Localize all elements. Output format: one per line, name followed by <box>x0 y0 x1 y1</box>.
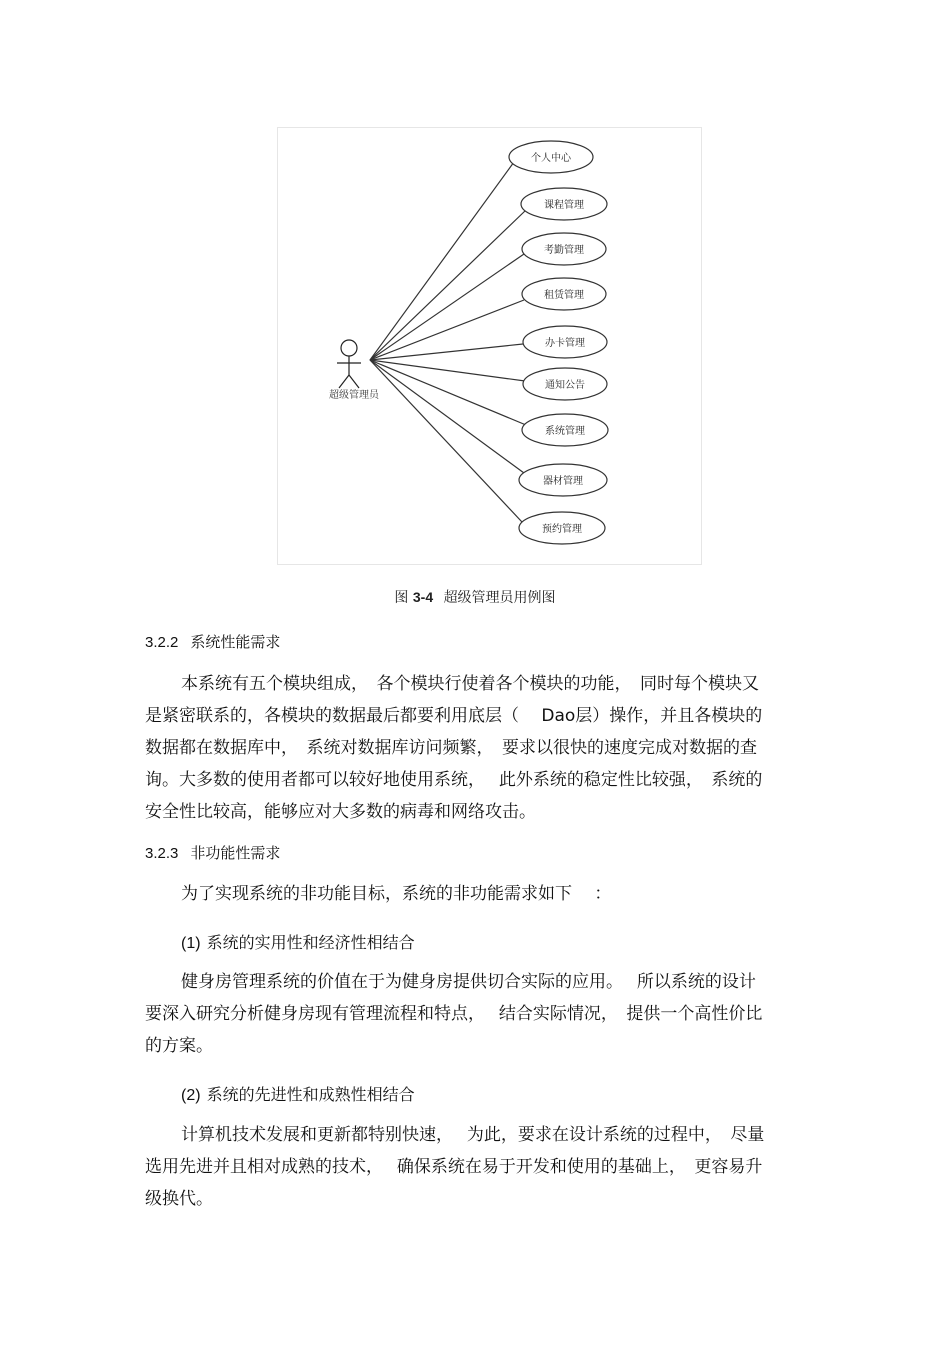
use-case-oval <box>523 368 607 400</box>
use-case-oval <box>519 512 605 544</box>
section-heading-323 <box>145 842 280 863</box>
use-case-oval <box>522 233 606 265</box>
use-case-label: 器材管理 <box>543 476 583 487</box>
association-lines <box>370 162 526 522</box>
section-number: 3.2.3 <box>145 845 179 862</box>
association-line <box>370 254 524 360</box>
paragraph-line: 本系统有五个模块组成， 各个模块行使着各个模块的功能， 同时每个模块又 <box>181 674 759 694</box>
item-label: (2) <box>181 1087 201 1104</box>
section-number: 3.2.2 <box>145 634 179 651</box>
use-case-label: 办卡管理 <box>545 338 585 349</box>
paragraph-line: 是紧密联系的，各模块的数据最后都要利用底层（ Dao层）操作，并且各模块的 <box>145 706 763 726</box>
use-case-svg <box>278 128 703 566</box>
paragraph-line: 健身房管理系统的价值在于为健身房提供切合实际的应用。 所以系统的设计 <box>181 972 756 992</box>
actor-label: 超级管理员 <box>329 390 379 401</box>
paragraph-line: 要深入研究分析健身房现有管理流程和特点， 结合实际情况， 提供一个高性价比 <box>145 1004 763 1024</box>
paragraph-line: 数据都在数据库中， 系统对数据库访问频繁， 要求以很快的速度完成对数据的查 <box>145 738 757 758</box>
use-case-label: 通知公告 <box>545 380 585 391</box>
association-line <box>370 360 524 473</box>
association-line <box>370 344 523 360</box>
use-case-oval <box>522 278 606 310</box>
use-case-oval <box>509 141 593 173</box>
use-case-ovals <box>509 141 608 544</box>
association-line <box>370 300 524 360</box>
association-line <box>370 162 514 360</box>
paragraph-line: 级换代。 <box>145 1189 213 1209</box>
item1-paragraph <box>145 966 805 1062</box>
requirement-item-2 <box>181 1082 415 1105</box>
association-line <box>370 360 526 425</box>
use-case-oval <box>519 464 607 496</box>
use-case-oval <box>521 188 607 220</box>
section-title: 系统性能需求 <box>190 633 281 651</box>
caption-prefix: 图 <box>394 590 409 606</box>
use-case-oval <box>523 326 607 358</box>
item2-paragraph <box>145 1119 805 1215</box>
use-case-label: 租赁管理 <box>544 290 584 301</box>
use-case-label: 课程管理 <box>544 200 584 211</box>
paragraph-line: 的方案。 <box>145 1036 213 1056</box>
association-line <box>370 360 525 381</box>
caption-text: 超级管理员用例图 <box>443 590 556 606</box>
item-title: 系统的实用性和经济性相结合 <box>206 933 415 952</box>
use-case-diagram <box>277 127 702 565</box>
section-title: 非功能性需求 <box>190 844 281 862</box>
use-case-label: 系统管理 <box>545 426 585 437</box>
caption-number: 3-4 <box>412 589 434 605</box>
actor-figure <box>337 340 361 388</box>
paragraph-line: 安全性比较高，能够应对大多数的病毒和网络攻击。 <box>145 802 536 822</box>
paragraph-line: 询。大多数的使用者都可以较好地使用系统， 此外系统的稳定性比较强， 系统的 <box>145 770 763 790</box>
association-line <box>370 360 522 522</box>
paragraph-line: 选用先进并且相对成熟的技术， 确保系统在易于开发和使用的基础上， 更容易升 <box>145 1157 763 1177</box>
paragraph-line: 为了实现系统的非功能目标，系统的非功能需求如下 ： <box>181 884 612 904</box>
use-case-label: 个人中心 <box>531 153 571 164</box>
figure-caption <box>0 587 950 607</box>
performance-paragraph <box>145 668 805 828</box>
paragraph-line: 计算机技术发展和更新都特别快速， 为此，要求在设计系统的过程中， 尽量 <box>181 1125 765 1145</box>
requirement-item-1 <box>181 930 415 953</box>
item-label: (1) <box>181 935 201 952</box>
item-title: 系统的先进性和成熟性相结合 <box>206 1085 415 1104</box>
section-heading-322 <box>145 631 280 652</box>
use-case-label: 预约管理 <box>542 524 582 535</box>
use-case-oval <box>522 414 608 446</box>
association-line <box>370 210 526 360</box>
nonfunctional-intro <box>145 878 805 910</box>
use-case-label: 考勤管理 <box>544 245 584 256</box>
